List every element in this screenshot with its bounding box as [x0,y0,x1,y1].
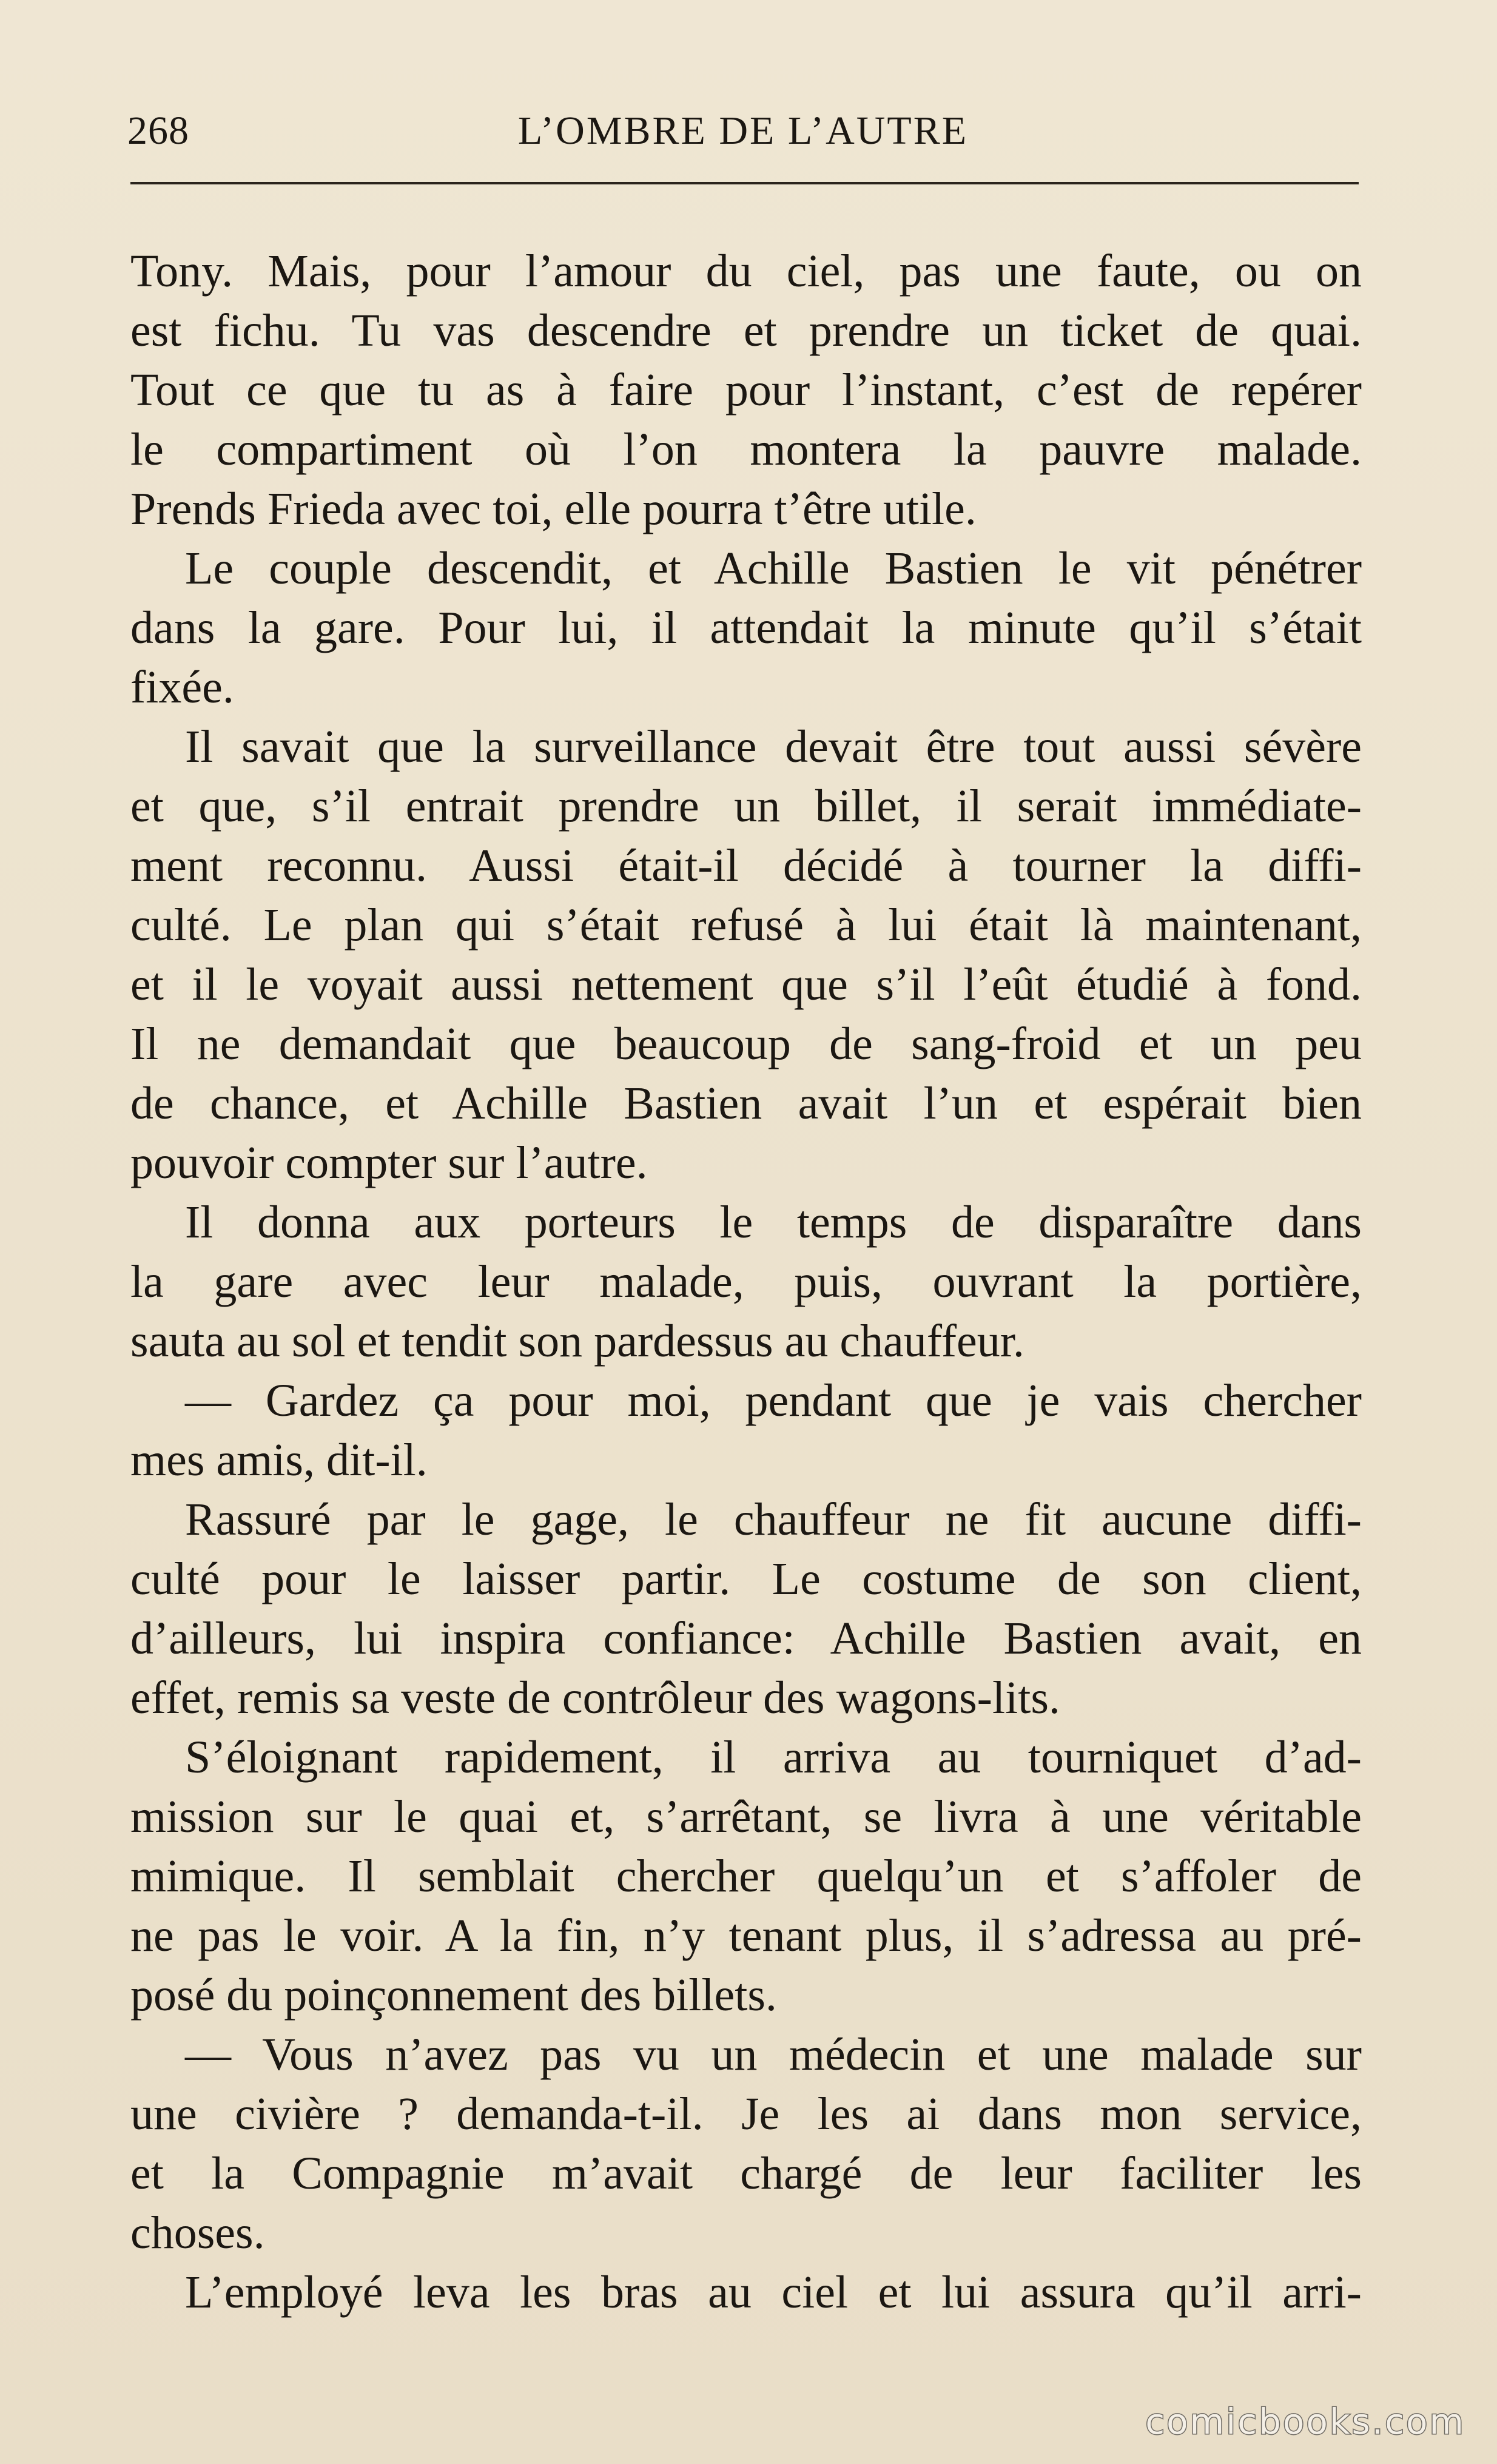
page-header [127,103,1359,164]
header-rule [130,182,1359,184]
text-line: Il ne demandait que beaucoup de sang-froid et un peu [130,1018,1362,1069]
text-line: choses. [130,2207,265,2258]
text-line: ne pas le voir. A la fin, n’y tenant plus, il s’adressa au pré- [130,1910,1362,1961]
text-line: de chance, et Achille Bastien avait l’un et espérait bien [130,1078,1362,1129]
text-line: une civière ? demanda-t-il. Je les ai dans mon service, [130,2089,1362,2139]
text-line: pouvoir compter sur l’autre. [130,1137,648,1188]
text-line: est fichu. Tu vas descendre et prendre un ticket de quai. [130,305,1362,356]
text-line: S’éloignant rapidement, il arriva au tourniquet d’ad- [185,1732,1362,1783]
text-line: Il donna aux porteurs le temps de disparaître dans [185,1197,1362,1248]
text-line: culté pour le laisser partir. Le costume de son client, [130,1553,1362,1604]
text-line: la gare avec leur malade, puis, ouvrant la portière, [130,1256,1362,1307]
running-title: L’OMBRE DE L’AUTRE [517,109,969,153]
text-line: et il le voyait aussi nettement que s’il l’eût étudié à fond. [130,959,1362,1010]
text-line: effet, remis sa veste de contrôleur des wagons-lits. [130,1672,1060,1723]
text-line: — Gardez ça pour moi, pendant que je vais chercher [185,1375,1362,1426]
text-line: ment reconnu. Aussi était-il décidé à tourner la diffi- [130,840,1362,891]
text-line: mes amis, dit-il. [130,1435,428,1486]
text-line: L’employé leva les bras au ciel et lui assura qu’il arri- [185,2267,1362,2318]
page-number: 268 [127,109,189,153]
text-line: d’ailleurs, lui inspira confiance: Achille Bastien avait, en [130,1613,1362,1664]
text-line: culté. Le plan qui s’était refusé à lui était là maintenant, [130,900,1362,951]
body-text [130,241,1362,2322]
text-line: mission sur le quai et, s’arrêtant, se livra à une véritable [130,1791,1362,1842]
text-line: Le couple descendit, et Achille Bastien le vit pénétrer [185,543,1362,594]
text-line: — Vous n’avez pas vu un médecin et une malade sur [185,2029,1362,2080]
text-line: mimique. Il semblait chercher quelqu’un et s’affoler de [130,1851,1362,1902]
text-line: Prends Frieda avec toi, elle pourra t’être utile. [130,483,977,534]
text-line: fixée. [130,662,234,713]
text-line: posé du poinçonnement des billets. [130,1970,777,2021]
text-line: dans la gare. Pour lui, il attendait la minute qu’il s’était [130,602,1362,653]
text-line: Il savait que la surveillance devait être tout aussi sévère [185,721,1362,772]
text-line: et que, s’il entrait prendre un billet, il serait immédiate- [130,781,1362,832]
text-line: le compartiment où l’on montera la pauvre malade. [130,424,1362,475]
text-line: Tout ce que tu as à faire pour l’instant, c’est de repérer [130,365,1362,416]
text-line: Rassuré par le gage, le chauffeur ne fit aucune diffi- [185,1494,1362,1545]
watermark: comicbooks.com [1145,2401,1465,2442]
text-line: sauta au sol et tendit son pardessus au chauffeur. [130,1316,1024,1367]
text-line: Tony. Mais, pour l’amour du ciel, pas une faute, ou on [130,246,1362,297]
text-line: et la Compagnie m’avait chargé de leur faciliter les [130,2148,1362,2199]
